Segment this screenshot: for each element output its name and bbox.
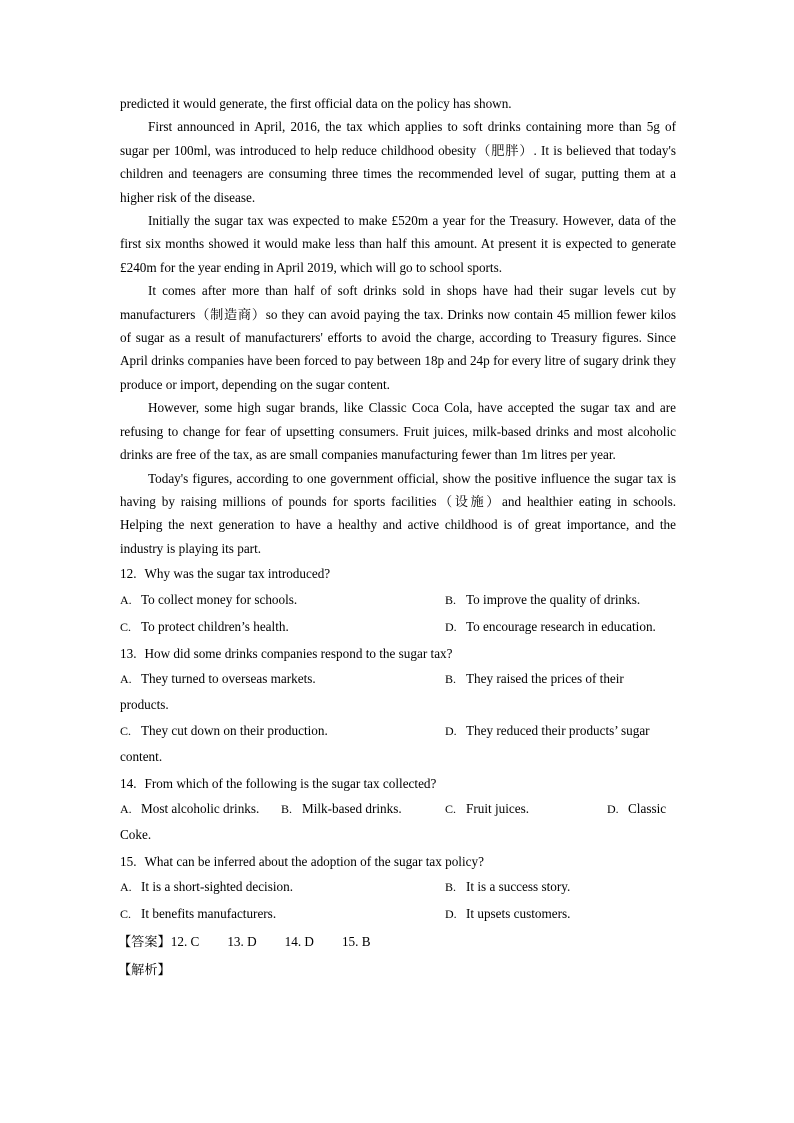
option-c[interactable]: C. To protect children’s health. — [120, 618, 289, 634]
question-15-options-row-2 — [120, 900, 676, 927]
question-text: Why was the sugar tax introduced? — [144, 566, 331, 582]
answer-item: 15. B — [341, 934, 371, 950]
question-12 — [120, 562, 676, 585]
option-b-continued: products. — [120, 696, 169, 712]
passage-paragraph-4: However, some high sugar brands, like Classic Coca Cola, have accepted the sugar tax and are refusing to change for fear of upsetting consumers. Fruit juices, milk-based drinks and most alcoholic drinks are free of the tax, as are small companies manufacturing fewer than 1m litres per year. — [120, 400, 676, 463]
option-b[interactable]: B. They raised the prices of their — [445, 670, 624, 686]
passage-paragraph-3: It comes after more than half of soft drinks sold in shops have had their sugar levels cut by manufacturers（制造商）so they can avoid paying the tax. Drinks now contain 45 million fewer kilos of sugar as a result of manufacturers' efforts to avoid the charge, according to Treasury figures. Since April drinks companies have been forced to pay between 18p and 24p for every litre of sugary drink they produce or import, depending on the sugar content. — [120, 283, 676, 392]
answer-item: 13. D — [227, 934, 257, 950]
option-d[interactable]: D. Classic — [607, 801, 667, 817]
question-13-options-row-1 — [120, 665, 676, 692]
answer-item: 14. D — [284, 934, 314, 950]
passage-first-line: predicted it would generate, the first official data on the policy has shown. — [120, 96, 512, 111]
passage-paragraph-2: Initially the sugar tax was expected to make £520m a year for the Treasury. However, data of the first six months showed it would make less than half this amount. At present it is expected to generate £240m for the year ending in April 2019, which will go to school sports. — [120, 213, 676, 275]
option-a[interactable]: A. To collect money for schools. — [120, 591, 298, 607]
question-13-options-row-2 — [120, 717, 676, 744]
question-number: 12. — [120, 566, 137, 582]
question-text: From which of the following is the sugar tax collected? — [144, 775, 437, 791]
answer-label: 【答案】 — [118, 934, 171, 950]
option-d[interactable]: D. It upsets customers. — [445, 906, 571, 922]
question-12-options-row-2 — [120, 613, 676, 640]
option-c[interactable]: C. It benefits manufacturers. — [120, 906, 277, 922]
question-number: 14. — [120, 775, 137, 791]
option-a[interactable]: A. It is a short-sighted decision. — [120, 879, 293, 895]
option-b[interactable]: B. It is a success story. — [445, 879, 571, 895]
option-d[interactable]: D. They reduced their products’ sugar — [445, 723, 650, 739]
question-13 — [120, 642, 676, 665]
option-d[interactable]: D. To encourage research in education. — [445, 618, 656, 634]
question-text: How did some drinks companies respond to the sugar tax? — [144, 645, 453, 661]
question-number: 15. — [120, 853, 137, 869]
passage-paragraph-5: Today's figures, according to one government official, show the positive influence the sugar tax is having by raising millions of pounds for sports facilities（设施）and healthier eating in schools. Helping the next generation to have a healthy and active childhood is of great importance, and the industry is playing its part. — [120, 470, 676, 556]
option-c[interactable]: C. Fruit juices. — [445, 801, 530, 817]
question-number: 13. — [120, 645, 137, 661]
option-c[interactable]: C. They cut down on their production. — [120, 723, 328, 739]
question-15 — [120, 850, 676, 873]
option-b[interactable]: B. Milk-based drinks. — [281, 801, 402, 817]
document-page — [120, 92, 676, 983]
answer-item: 12. C — [170, 934, 200, 950]
option-d-continued: content. — [120, 749, 163, 765]
question-text: What can be inferred about the adoption of the sugar tax policy? — [144, 853, 484, 869]
option-d-continued: Coke. — [120, 827, 152, 843]
analysis-label: 【解析】 — [118, 962, 171, 978]
question-14-options-row — [120, 795, 676, 822]
answer-line — [118, 928, 676, 955]
option-a[interactable]: A. Most alcoholic drinks. — [120, 801, 260, 817]
question-12-options-row-1 — [120, 586, 676, 613]
option-b[interactable]: B. To improve the quality of drinks. — [445, 591, 641, 607]
option-a[interactable]: A. They turned to overseas markets. — [120, 670, 316, 686]
question-15-options-row-1 — [120, 873, 676, 900]
question-14 — [120, 772, 676, 795]
passage-paragraph-1: First announced in April, 2016, the tax which applies to soft drinks containing more than 5g of sugar per 100ml, was introduced to help reduce childhood obesity（肥胖）. It is believed that today's children and teenagers are consuming three times the recommended level of sugar, putting them at a higher risk of the disease. — [120, 119, 676, 205]
